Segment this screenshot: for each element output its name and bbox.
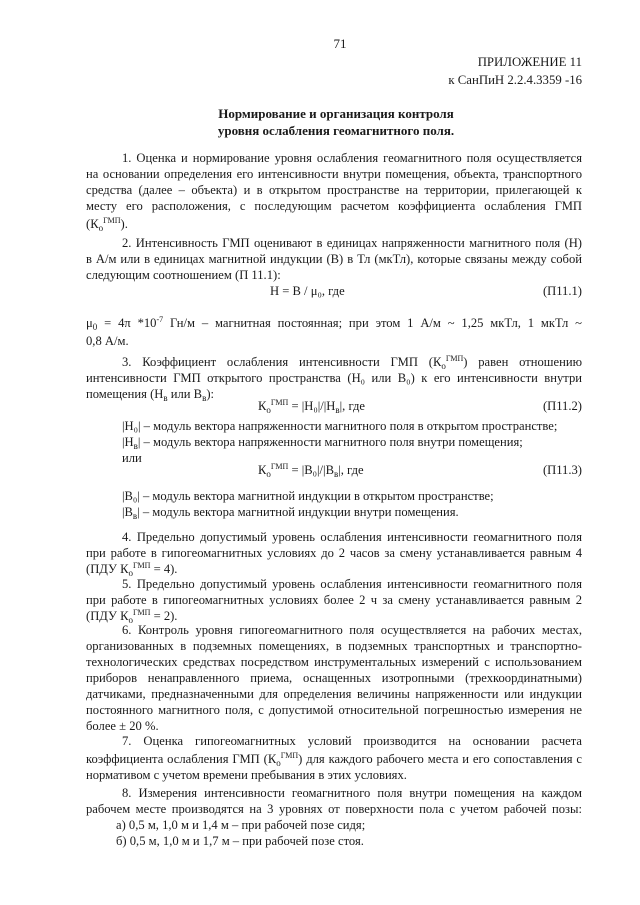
formula-p11-2-number: (П11.2) xyxy=(542,399,582,413)
subscript: о xyxy=(266,469,271,479)
paragraph-6 xyxy=(86,622,582,734)
text: (ПДУ К xyxy=(86,609,129,623)
text: | – модуль вектора напряженности магнитного поля внутри помещения; xyxy=(137,435,523,449)
text: К xyxy=(258,463,267,477)
paragraph-6-line: постоянного магнитного поля, с допустимой относительной погрешностью измерения не xyxy=(86,703,582,717)
text: = 2). xyxy=(150,609,178,623)
paragraph-4-line xyxy=(86,561,582,577)
definitions-b xyxy=(122,488,494,520)
superscript: ГМП xyxy=(445,354,464,363)
subscript: о xyxy=(441,361,446,371)
paragraph-6-line: датчиками, предназначенными для определения величины напряженности или индукции xyxy=(86,687,582,701)
text: = 4π *10 xyxy=(97,316,157,330)
text: = |В₀|/|В xyxy=(288,463,334,477)
subscript: в xyxy=(132,511,138,521)
paragraph-6-line: организованных в подземных помещениях, в подземных транспортных и транспортно- xyxy=(86,639,582,653)
paragraph-7-line: 7. Оценка гипогеомагнитных условий производится на основании расчета xyxy=(122,734,582,748)
formula-p11-3-number: (П11.3) xyxy=(542,463,582,477)
appendix-reference: к СанПиН 2.2.4.3359 -16 xyxy=(448,73,582,87)
superscript: ГМП xyxy=(280,751,299,760)
paragraph-6-line: технологических средствах посредством инструментальных измерений с использованием xyxy=(86,655,582,669)
text: ) равен отношению xyxy=(463,355,582,369)
subscript: о xyxy=(128,568,133,578)
definition-h0: |Н₀| – модуль вектора напряженности магнитного поля в открытом пространстве; xyxy=(122,419,558,433)
definition-line: 0,8 А/м. xyxy=(86,334,129,348)
subscript: о xyxy=(276,758,281,768)
superscript: ГМП xyxy=(270,462,289,471)
text: μ xyxy=(86,316,93,330)
definition-hv xyxy=(122,434,557,450)
superscript: ГМП xyxy=(133,561,151,570)
paragraph-8 xyxy=(86,785,582,849)
paragraph-3-line xyxy=(86,354,582,370)
list-item-a: а) 0,5 м, 1,0 м и 1,4 м – при рабочей позе сидя; xyxy=(116,818,366,832)
definitions-h xyxy=(122,418,557,466)
document-title-line-2: уровня ослабления геомагнитного поля. xyxy=(217,123,455,138)
definition-bv xyxy=(122,504,494,520)
or-label: или xyxy=(122,451,142,465)
subscript: в xyxy=(333,469,339,479)
text: ). xyxy=(120,217,128,231)
magnetic-constant-definition xyxy=(86,315,582,349)
text: = 4). xyxy=(150,562,178,576)
superscript: ГМП xyxy=(103,216,121,225)
paragraph-2-line: 2. Интенсивность ГМП оценивают в единицах напряженности магнитного поля (Н) xyxy=(122,236,582,250)
paragraph-4 xyxy=(86,529,582,577)
text: К xyxy=(258,399,267,413)
paragraph-1-line: на основании определения его интенсивности внутри помещения, объекта, транспортного xyxy=(86,167,582,181)
text: = |Н₀|/|Н xyxy=(288,399,336,413)
text: или В xyxy=(167,387,203,401)
superscript: -7 xyxy=(156,315,164,324)
paragraph-6-line: приборов ненаправленного приема, оснащенных изотропными (трехкоординатными) xyxy=(86,671,582,685)
paragraph-2-line: следующим соотношением (П 11.1): xyxy=(86,268,281,282)
text: |Н xyxy=(122,435,134,449)
paragraph-1-line: средства (далее – объекта) и в открытом пространстве на территории, прилегающей к xyxy=(86,183,582,197)
text: |, где xyxy=(339,399,365,413)
superscript: ГМП xyxy=(270,398,289,407)
paragraph-8-line: 8. Измерения интенсивности геомагнитного поля внутри помещения на каждом xyxy=(122,786,582,800)
paragraph-5 xyxy=(86,576,582,624)
document-title-line-1: Нормирование и организация контроля xyxy=(218,106,454,121)
paragraph-8-line: рабочем месте производятся на 3 уровнях от поверхности пола с учетом рабочей позы: xyxy=(86,802,582,816)
definition-b0: |В₀| – модуль вектора магнитной индукции в открытом пространстве; xyxy=(122,489,494,503)
formula-p11-2 xyxy=(258,398,365,414)
subscript: в xyxy=(202,393,207,403)
paragraph-6-line: более ± 20 %. xyxy=(86,719,159,733)
subscript: о xyxy=(128,615,133,625)
paragraph-3 xyxy=(86,354,582,402)
text: 3. Коэффициент ослабления интенсивности ГМП (К xyxy=(122,355,442,369)
paragraph-5-line: при работе в гипогеомагнитных условиях более 2 ч за смену устанавливается равным 2 xyxy=(86,593,582,607)
text: | – модуль вектора магнитной индукции внутри помещения. xyxy=(137,505,459,519)
paragraph-7 xyxy=(86,733,582,783)
formula-p11-1-number: (П11.1) xyxy=(542,284,582,298)
text: ) для каждого рабочего места и его сопоставления с xyxy=(298,752,582,766)
paragraph-1-line: 1. Оценка и нормирование уровня ослабления геомагнитного поля осуществляется xyxy=(122,151,582,165)
subscript: о xyxy=(98,223,104,233)
paragraph-1-line: месту его расположения, с последующим расчетом коэффициента ослабления ГМП xyxy=(86,199,582,213)
list-item-b: б) 0,5 м, 1,0 м и 1,7 м – при рабочей позе стоя. xyxy=(116,834,364,848)
text: (К xyxy=(86,217,99,231)
paragraph-1 xyxy=(86,150,582,232)
subscript: 0 xyxy=(92,322,98,332)
subscript: о xyxy=(266,405,271,415)
formula-p11-1: Н = В / μ₀, где xyxy=(270,284,345,298)
page-number: 71 xyxy=(333,36,347,51)
subscript: в xyxy=(133,441,138,451)
formula-p11-3 xyxy=(258,462,364,478)
definition-line xyxy=(86,315,582,331)
text: (ПДУ К xyxy=(86,562,129,576)
text: |, где xyxy=(338,463,364,477)
text: помещения (Н xyxy=(86,387,164,401)
superscript: ГМП xyxy=(133,608,151,617)
paragraph-4-line: при работе в гипогеомагнитных условиях до 2 часов за смену устанавливается равным 4 xyxy=(86,546,582,560)
text: коэффициента ослабления ГМП (К xyxy=(86,752,277,766)
paragraph-7-line: нормативом с учетом времени пребывания в этих условиях. xyxy=(86,768,407,782)
subscript: в xyxy=(335,405,340,415)
paragraph-4-line: 4. Предельно допустимый уровень ослабления интенсивности геомагнитного поля xyxy=(122,530,582,544)
text: ): xyxy=(206,387,215,401)
paragraph-3-line: интенсивности ГМП открытого пространства (Н₀ или В₀) к его интенсивности внутри xyxy=(86,371,582,385)
paragraph-7-line xyxy=(86,751,582,767)
paragraph-2-line: в А/м или в единицах магнитной индукции (В) в Тл (мкТл), которые связаны между собой xyxy=(86,252,582,266)
text: |В xyxy=(122,505,133,519)
text: Гн/м – магнитная постоянная; при этом 1 А/м ~ 1,25 мкТл, 1 мкТл ~ xyxy=(163,316,582,330)
subscript: в xyxy=(163,393,168,403)
paragraph-1-line xyxy=(86,216,582,232)
paragraph-5-line: 5. Предельно допустимый уровень ослабления интенсивности геомагнитного поля xyxy=(122,577,582,591)
paragraph-6-line: 6. Контроль уровня гипогеомагнитного поля осуществляется на рабочих местах, xyxy=(122,623,582,637)
paragraph-2 xyxy=(86,235,582,283)
appendix-label: ПРИЛОЖЕНИЕ 11 xyxy=(477,55,582,69)
